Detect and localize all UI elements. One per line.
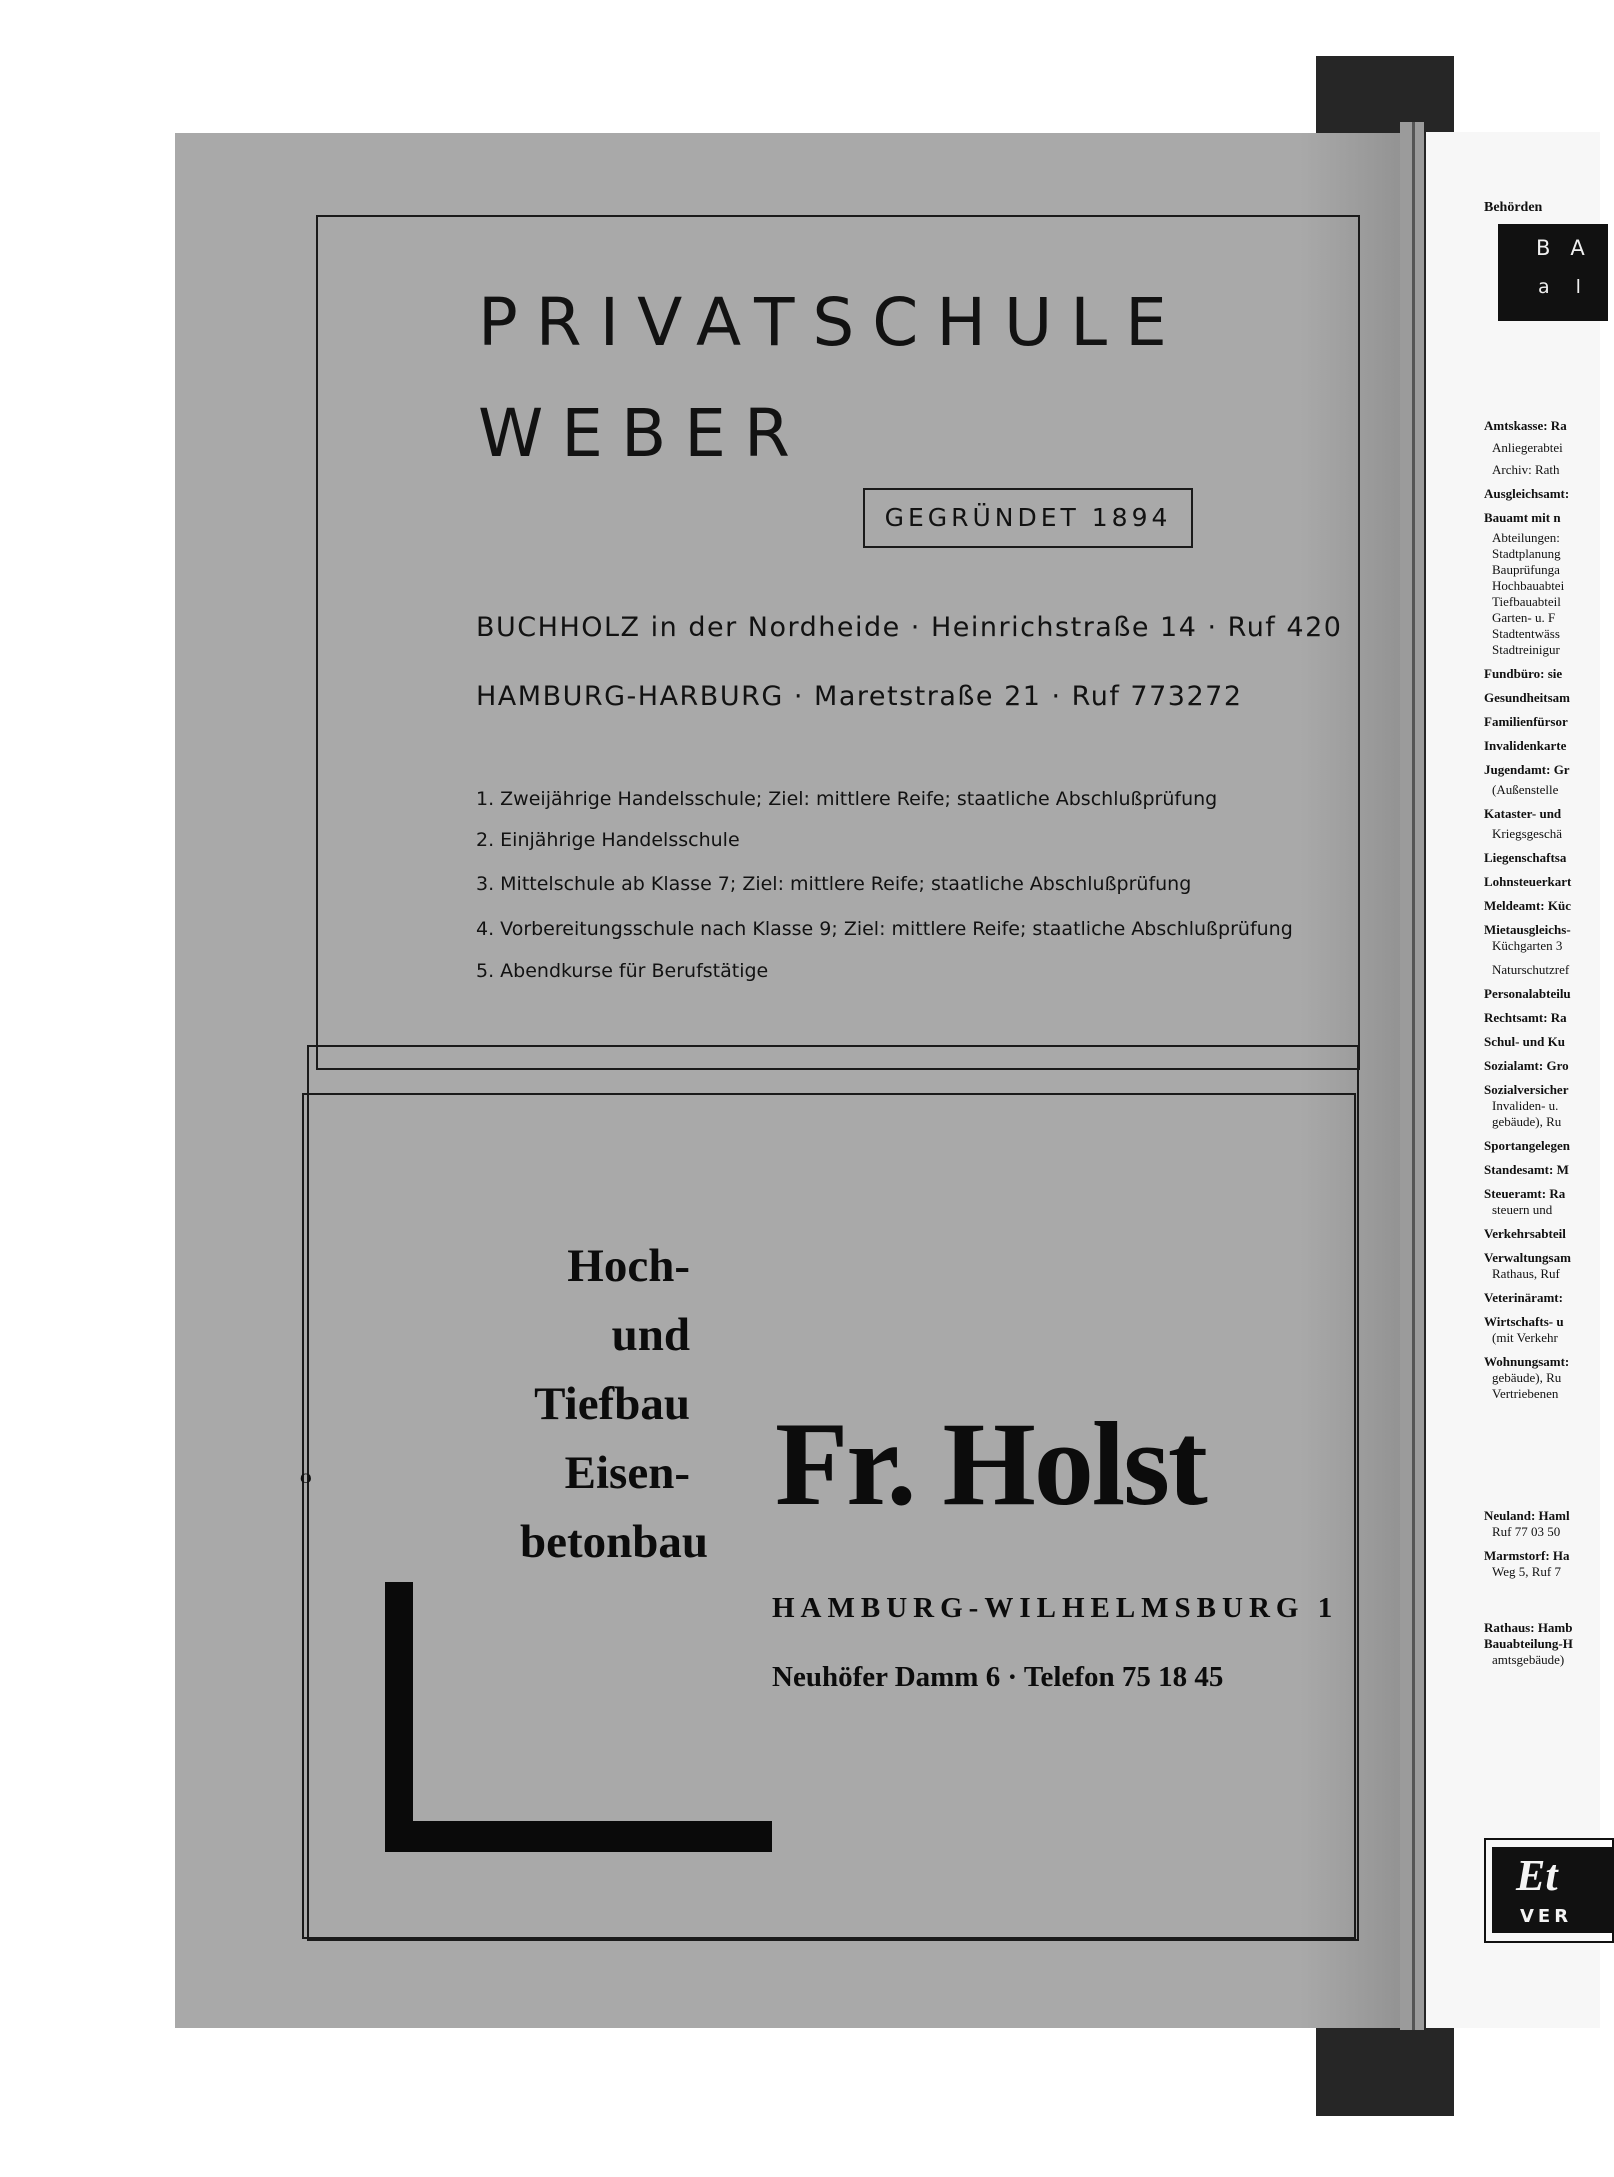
directory-entry: Familienfürsor bbox=[1484, 714, 1568, 729]
course-item: 3. Mittelschule ab Klasse 7; Ziel: mittlere Reife; staatliche Abschlußprüfung bbox=[476, 873, 1192, 895]
directory-entry: Standesamt: M bbox=[1484, 1162, 1569, 1177]
directory-entry: Jugendamt: Gr bbox=[1484, 762, 1570, 777]
directory-entry: Mietausgleichs- bbox=[1484, 922, 1571, 937]
directory-entry: (mit Verkehr bbox=[1492, 1330, 1558, 1345]
directory-entry: Ausgleichsamt: bbox=[1484, 486, 1570, 501]
directory-entry: Archiv: Rath bbox=[1492, 462, 1560, 477]
directory-entry: Stadtplanung bbox=[1492, 546, 1561, 561]
directory-entry: (Außenstelle bbox=[1492, 782, 1559, 797]
school-name-line1: PRIVATSCHULE bbox=[478, 284, 1185, 361]
scan-margin bbox=[0, 0, 1600, 56]
directory-entry: Verkehrsabteil bbox=[1484, 1226, 1566, 1241]
gutter-line bbox=[1412, 122, 1415, 2030]
directory-entry: Amtskasse: Ra bbox=[1484, 418, 1567, 433]
directory-entry: Kataster- und bbox=[1484, 806, 1562, 821]
course-item: 5. Abendkurse für Berufstätige bbox=[476, 960, 769, 982]
directory-entry: Gesundheitsam bbox=[1484, 690, 1570, 705]
logo-mark: Et bbox=[1516, 1851, 1558, 1900]
founded-badge: GEGRÜNDET 1894 bbox=[863, 488, 1193, 548]
directory-entry: Rathaus, Ruf bbox=[1492, 1266, 1560, 1281]
directory-entry: Garten- u. F bbox=[1492, 610, 1556, 625]
service-line: Eisen- bbox=[564, 1447, 690, 1499]
right-page-banner bbox=[1498, 224, 1608, 321]
directory-entry: steuern und bbox=[1492, 1202, 1553, 1217]
directory-entry: Anliegerabtei bbox=[1492, 440, 1563, 455]
directory-entry: Sozialamt: Gro bbox=[1484, 1058, 1569, 1073]
directory-entry: Steueramt: Ra bbox=[1484, 1186, 1566, 1201]
company-name: Fr. Holst bbox=[775, 1397, 1206, 1530]
directory-entry: Liegenschaftsa bbox=[1484, 850, 1567, 865]
course-item: 2. Einjährige Handelsschule bbox=[476, 829, 740, 851]
directory-entry: Stadtentwäss bbox=[1492, 626, 1560, 641]
school-address-harburg: HAMBURG-HARBURG · Maretstraße 21 · Ruf 773272 bbox=[476, 681, 1243, 712]
service-line: Hoch- bbox=[567, 1240, 690, 1292]
company-city: HAMBURG-WILHELMSBURG 1 bbox=[772, 1592, 1339, 1624]
directory-entry: gebäude), Ru bbox=[1492, 1114, 1562, 1129]
directory-entry: Verwaltungsam bbox=[1484, 1250, 1571, 1265]
holst-services bbox=[520, 1232, 709, 1577]
directory-entry: Personalabteilu bbox=[1484, 986, 1571, 1001]
directory-entry: Neuland: Haml bbox=[1484, 1508, 1570, 1523]
directory-entry: Wohnungsamt: bbox=[1484, 1354, 1570, 1369]
directory-entry: Bauprüfunga bbox=[1492, 562, 1560, 577]
directory-entry: Lohnsteuerkart bbox=[1484, 874, 1572, 889]
l-shape-horizontal-bar bbox=[385, 1821, 772, 1852]
directory-entry: Veterinäramt: bbox=[1484, 1290, 1563, 1305]
directory-entry: Stadtreinigur bbox=[1492, 642, 1560, 657]
section-heading: O bbox=[300, 1471, 312, 1487]
directory-entry: Abteilungen: bbox=[1492, 530, 1560, 545]
directory-entry: Naturschutzref bbox=[1492, 962, 1570, 977]
l-shape-vertical-bar bbox=[385, 1582, 413, 1852]
banner-line1: BA bbox=[1536, 236, 1605, 260]
directory-entry: Bauabteilung-H bbox=[1484, 1636, 1573, 1651]
directory-entry: Sportangelegen bbox=[1484, 1138, 1570, 1153]
school-address-buchholz: BUCHHOLZ in der Nordheide · Heinrichstraße 14 · Ruf 420 bbox=[476, 612, 1343, 643]
course-item: 1. Zweijährige Handelsschule; Ziel: mittlere Reife; staatliche Abschlußprüfung bbox=[476, 788, 1218, 810]
directory-entry: Rathaus: Hamb bbox=[1484, 1620, 1573, 1635]
directory-entry: Marmstorf: Ha bbox=[1484, 1548, 1570, 1563]
directory-entry: Küchgarten 3 bbox=[1492, 938, 1563, 953]
directory-entry: Vertriebenen bbox=[1492, 1386, 1559, 1401]
logo-subtext: VER bbox=[1520, 1906, 1573, 1927]
directory-entry: Hochbauabtei bbox=[1492, 578, 1565, 593]
directory-entry: Ruf 77 03 50 bbox=[1492, 1524, 1561, 1539]
service-line: und bbox=[611, 1309, 690, 1361]
directory-entry: gebäude), Ru bbox=[1492, 1370, 1562, 1385]
directory-entry: Meldeamt: Küc bbox=[1484, 898, 1572, 913]
directory-entry: Fundbüro: sie bbox=[1484, 666, 1563, 681]
school-name-line2: WEBER bbox=[478, 395, 808, 472]
course-item: 4. Vorbereitungsschule nach Klasse 9; Ziel: mittlere Reife; staatliche Abschlußprüfung bbox=[476, 918, 1293, 940]
directory-entry: Schul- und Ku bbox=[1484, 1034, 1565, 1049]
directory-entry: Kriegsgeschä bbox=[1492, 826, 1563, 841]
directory-entry: Invalidenkarte bbox=[1484, 738, 1567, 753]
service-line: Tiefbau bbox=[534, 1378, 690, 1430]
directory-entry: Rechtsamt: Ra bbox=[1484, 1010, 1567, 1025]
service-line: betonbau bbox=[520, 1516, 709, 1568]
directory-entry: Invaliden- u. bbox=[1492, 1098, 1559, 1113]
directory-entry: Tiefbauabteil bbox=[1492, 594, 1561, 609]
directory-entry: Wirtschafts- u bbox=[1484, 1314, 1564, 1329]
right-page-heading: Behörden bbox=[1484, 200, 1543, 215]
banner-line2: al bbox=[1538, 276, 1607, 298]
directory-entry: Weg 5, Ruf 7 bbox=[1492, 1564, 1561, 1579]
directory-entry: amtsgebäude) bbox=[1492, 1652, 1565, 1667]
company-address-phone: Neuhöfer Damm 6 · Telefon 75 18 45 bbox=[772, 1661, 1224, 1693]
directory-entry: Sozialversicher bbox=[1484, 1082, 1569, 1097]
directory-entry: Bauamt mit n bbox=[1484, 510, 1561, 525]
